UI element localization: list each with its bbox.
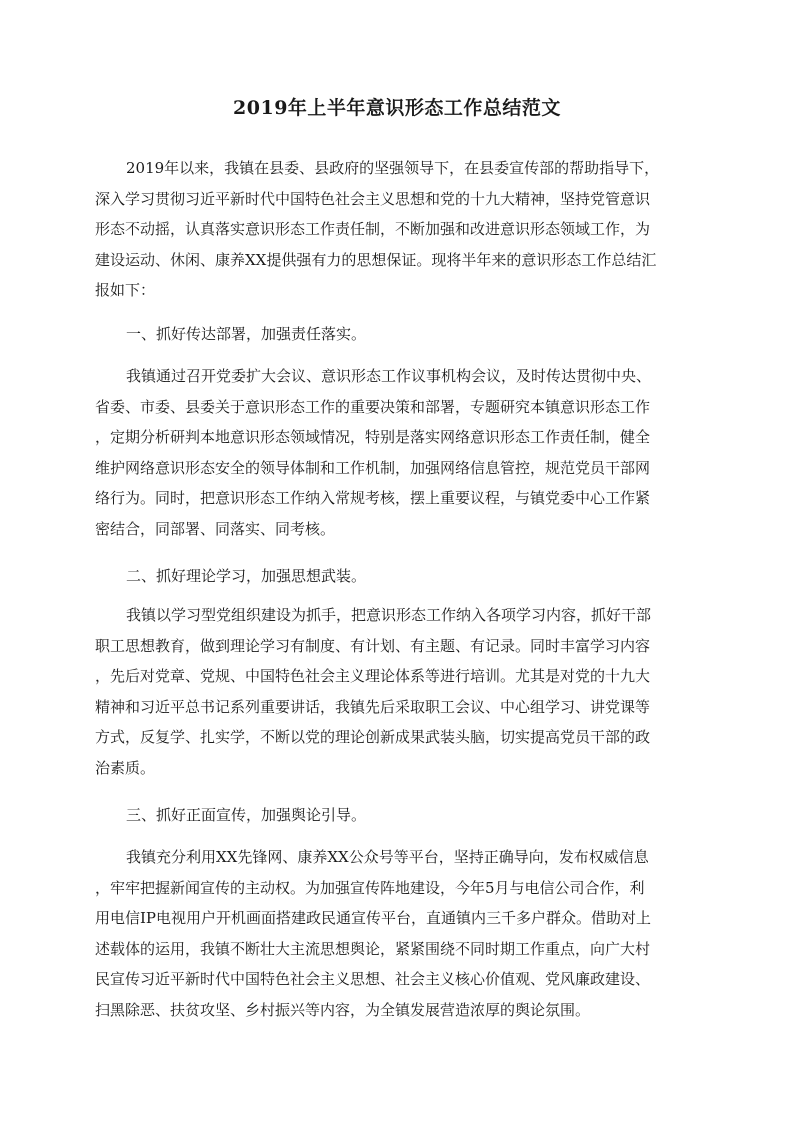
section-2-body: 我镇以学习型党组织建设为抓手，把意识形态工作纳入各项学习内容，抓好干部 职工思想教育，做到理论学习有制度、有计划、有主题、有记录。同时丰富学习内容 ，先后对党章、党规、中国特色社会主义理论体系等进行培训。尤其是对党的十九大 精神和习近平总书记系列重要讲话，我镇先后采取职工会议、中心组学习、讲党课等 方式，反复学、扎实学，不断以党的理论创新成果武装头脑，切实提高党员干部的政 治素质。: [95, 606, 652, 777]
section-1-body: 我镇通过召开党委扩大会议、意识形态工作议事机构会议，及时传达贯彻中央、 省委、市委、县委关于意识形态工作的重要决策和部署，专题研究本镇意识形态工作 ，定期分析研判本地意识形态领域情况，特别是落实网络意识形态工作责任制，健全 维护网络意识形态安全的领导体制和工作机制，加强网络信息管控，规范党员干部网 络行为。同时，把意识形态工作纳入常规考核，摆上重要议程，与镇党委中心工作紧 密结合，同部署、同落实、同考核。: [95, 367, 652, 538]
intro-paragraph: 2019年以来，我镇在县委、县政府的坚强领导下，在县委宣传部的帮助指导下， 深入学习贯彻习近平新时代中国特色社会主义思想和党的十九大精神，坚持党管意识 形态不动摇，认真落实意识形态工作责任制，不断加强和改进意识形态领域工作，为 建设运动、休闲、康养XX提供强有力的思想保证。现将半年来的意识形态工作总结汇 报如下：: [95, 159, 660, 300]
section-3-heading: 三、抓好正面宣传，加强舆论引导。: [126, 806, 367, 824]
document-title: 2019年上半年意识形态工作总结范文: [233, 97, 561, 119]
section-2-heading: 二、抓好理论学习，加强思想武装。: [126, 567, 367, 585]
section-3-body: 我镇充分利用XX先锋网、康养XX公众号等平台，坚持正确导向，发布权威信息 ，牢牢把握新闻宣传的主动权。为加强宣传阵地建设，今年5月与电信公司合作，利 用电信IP电视用户开机画面搭建政民通宣传平台，直通镇内三千多户群众。借助对上 述载体的运用，我镇不断壮大主流思想舆论，紧紧围绕不同时期工作重点，向广大村 民宣传习近平新时代中国特色社会主义思想、社会主义核心价值观、党风廉政建设、 扫黑除恶、扶贫攻坚、乡村振兴等内容，为全镇发展营造浓厚的舆论氛围。: [95, 848, 652, 1019]
section-1-heading: 一、抓好传达部署，加强责任落实。: [126, 325, 367, 343]
